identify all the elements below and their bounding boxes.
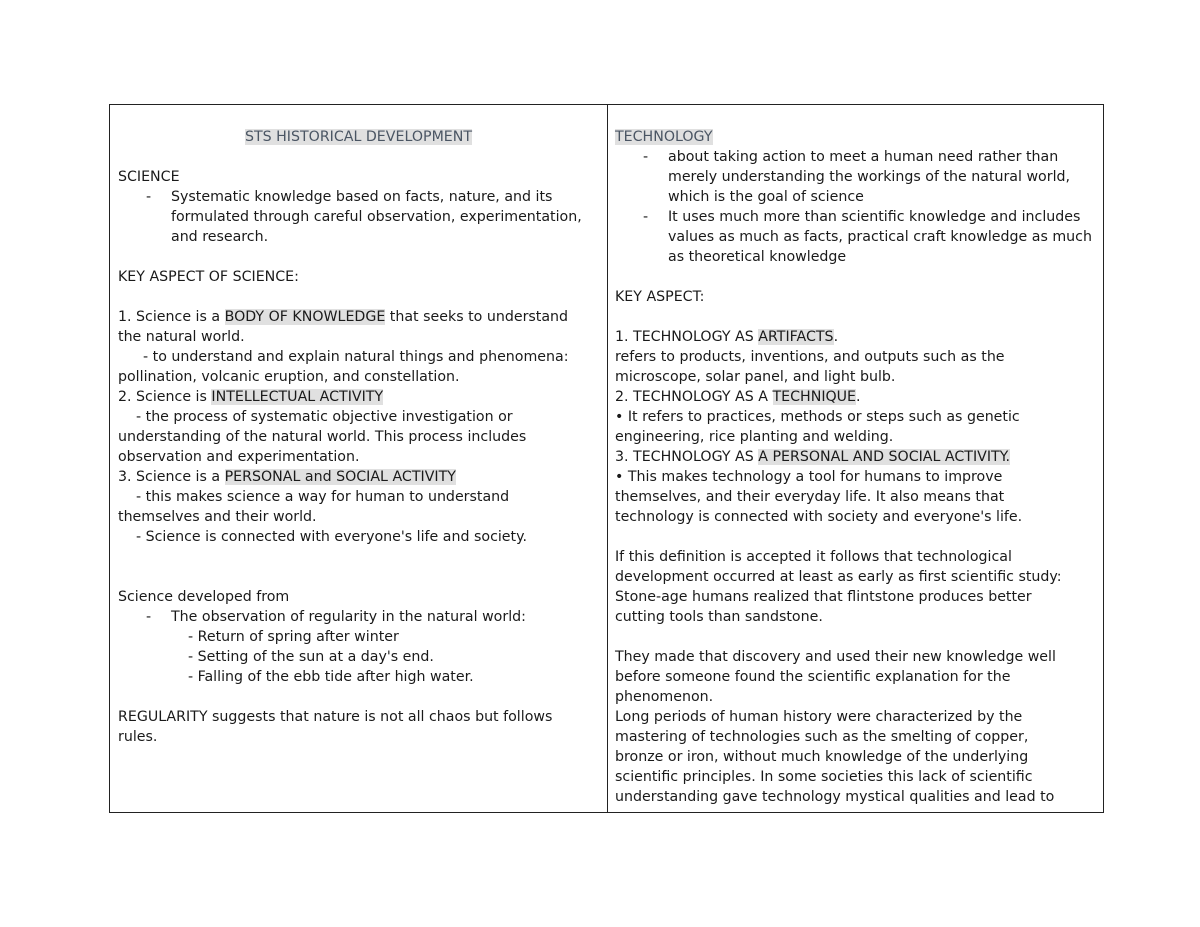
tech-aspect-1: 1. TECHNOLOGY AS ARTIFACTS. [615, 329, 839, 345]
example-1: - Return of spring after winter [188, 629, 399, 645]
paragraph-definition: If this definition is accepted it follows that technological [615, 549, 1012, 565]
page-title: STS HISTORICAL DEVELOPMENT [244, 129, 473, 145]
example-3: - Falling of the ebb tide after high water. [188, 669, 474, 685]
developed-from: Science developed from [118, 589, 290, 605]
aspect-1: 1. Science is a BODY OF KNOWLEDGE that seeks to understand [118, 309, 569, 325]
science-heading: SCIENCE [118, 169, 180, 185]
technology-bullet-1: - about taking action to meet a human need rather than merely understanding the workings of the natural world, which is the goal of science [643, 149, 1071, 205]
paragraph-discovery: They made that discovery and used their new knowledge well [615, 649, 1056, 665]
technology-column: TECHNOLOGY - about taking action to meet a human need rather than merely understanding the workings of the natural world, which is the goal of science - It uses much more than scientific knowledge and includes values as much as facts, practical craft knowledge as much as theoretical knowledge KEY ASPECT: 1. TECHNOLOGY AS ARTIFACTS. refers to products, inventions, and outputs such as the microscope, solar panel, and light bulb. 2. TECHNOLOGY AS A TECHNIQUE. • It refers to practices, methods or steps such as genetic engineering, rice planting and welding. 3. TECHNOLOGY AS A PERSONAL AND SOCIAL ACTIVITY. • This makes technology a tool for humans to improve themselves, and their everyday life. It also means that technology is connected with society and everyone's life. If this definition is accepted it follows that technological development occurred at least as early as first scientific study: Stone-age humans realized that flintstone produces better cutting tools than sandstone. They made that discovery and used their new knowledge well before someone found the scientific explanation for the phenomenon. Long periods of human history were characterized by the mastering of technologies such as the smelting of copper, bronze or iron, without much knowledge of the underlying scientific principles. In some societies this lack of scientific understanding gave technology mystical qualities and lead to [608, 105, 1103, 812]
science-column: STS HISTORICAL DEVELOPMENT SCIENCE - Systematic knowledge based on facts, nature, and its formulated through careful observation, experimentation, and research. KEY ASPECT OF SCIENCE: 1. Science is a BODY OF KNOWLEDGE that seeks to understand the natural world. - to understand and explain natural things and phenomena: pollination, volcanic eruption, and constellation. 2. Science is INTELLECTUAL ACTIVITY - the process of systematic objective investigation or understanding of the natural world. This process includes observation and experimentation. 3. Science is a PERSONAL and SOCIAL ACTIVITY - this makes science a way for human to understand themselves and their world. - Science is connected with everyone's life and society. Science developed from - The observation of regularity in the natural world: - Return of spring after winter - Setting of the sun at a day's end. - Falling of the ebb tide after high water. REGULARITY suggests that nature is not all chaos but follows rules. [110, 105, 608, 812]
paragraph-history: Long periods of human history were characterized by the [615, 709, 1023, 725]
key-aspect-heading-tech: KEY ASPECT: [615, 289, 705, 305]
science-definition: - Systematic knowledge based on facts, nature, and its formulated through careful observation, experimentation, and research. [146, 189, 582, 245]
technology-title: TECHNOLOGY [615, 129, 713, 145]
document-table [109, 104, 1104, 813]
regularity-text: REGULARITY suggests that nature is not all chaos but follows [118, 709, 553, 725]
tech-aspect-3: 3. TECHNOLOGY AS A PERSONAL AND SOCIAL ACTIVITY. [615, 449, 1010, 465]
tech-aspect-2: 2. TECHNOLOGY AS A TECHNIQUE. [615, 389, 861, 405]
key-aspect-heading: KEY ASPECT OF SCIENCE: [118, 269, 299, 285]
aspect-2: 2. Science is INTELLECTUAL ACTIVITY [118, 389, 384, 405]
technology-bullet-2: - It uses much more than scientific knowledge and includes values as much as facts, practical craft knowledge as much as theoretical knowledge [643, 209, 1092, 265]
aspect-3: 3. Science is a PERSONAL and SOCIAL ACTIVITY [118, 469, 456, 485]
observation-item: - The observation of regularity in the natural world: [146, 609, 526, 625]
example-2: - Setting of the sun at a day's end. [188, 649, 434, 665]
